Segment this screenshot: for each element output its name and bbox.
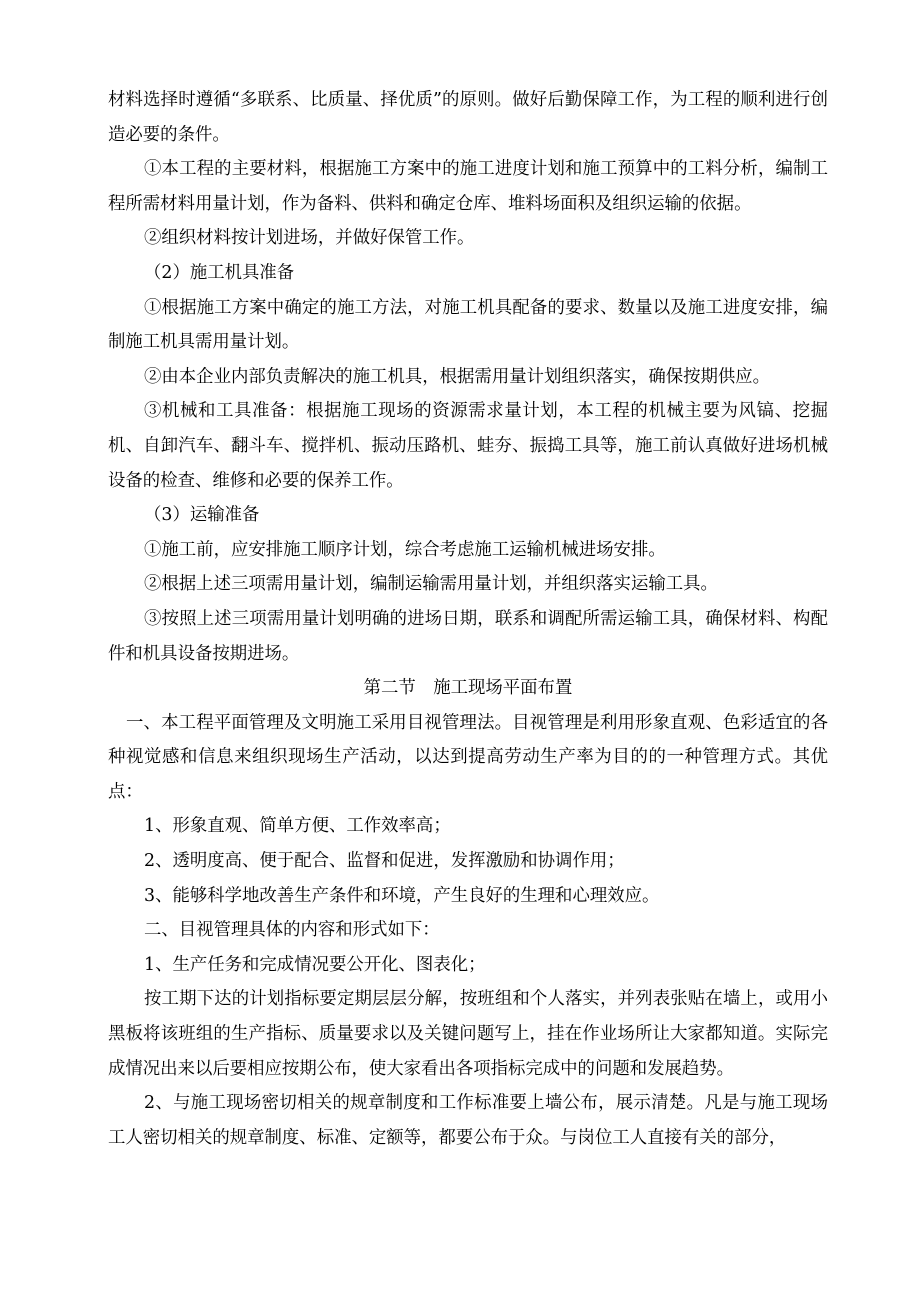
paragraph-equipment-supply: ②由本企业内部负责解决的施工机具，根据需用量计划组织落实，确保按期供应。 <box>144 366 771 387</box>
paragraph-machinery-prep: ③机械和工具准备：根据施工现场的资源需求量计划，本工程的机械主要为风镐、挖掘机、自卸汽车、翻斗车、搅拌机、振动压路机、蛙夯、振捣工具等，施工前认真做好进场机械设备的检查、维修和必要的保养工作。 <box>108 401 828 491</box>
paragraph-material-principle: 材料选择时遵循“多联系、比质量、择优质”的原则。做好后勤保障工作，为工程的顺利进行创造必要的条件。 <box>108 90 828 145</box>
paragraph-transport-order: ①施工前，应安排施工顺序计划，综合考虑施工运输机械进场安排。 <box>144 539 666 560</box>
paragraph-equipment-plan: ①根据施工方案中确定的施工方法，对施工机具配备的要求、数量以及施工进度安排，编制施工机具需用量计划。 <box>108 297 828 353</box>
list-item-rules-display: 2、与施工现场密切相关的规章制度和工作标准要上墙公布，展示清楚。凡是与施工现场工人密切相关的规章制度、标准、定额等，都要公布于众。与岗位工人直接有关的部分， <box>108 1093 828 1148</box>
section-heading: 第二节 施工现场平面布置 <box>363 678 573 699</box>
paragraph-visual-management: 一、本工程平面管理及文明施工采用目视管理法。目视管理是利用形象直观、色彩适宜的各种视觉感和信息来组织现场生产活动，以达到提高劳动生产率为目的的一种管理方式。其优点： <box>108 712 828 802</box>
document-body <box>108 83 828 1155</box>
paragraph-content-forms: 二、目视管理具体的内容和形式如下： <box>144 920 440 941</box>
paragraph-transport-plan: ②根据上述三项需用量计划，编制运输需用量计划，并组织落实运输工具。 <box>144 574 718 595</box>
list-item-advantage-3: 3、能够科学地改善生产条件和环境，产生良好的生理和心理效应。 <box>144 885 660 906</box>
paragraph-material-entry: ②组织材料按计划进场，并做好保管工作。 <box>144 228 475 249</box>
list-item-advantage-2: 2、透明度高、便于配合、监督和促进，发挥激励和协调作用； <box>144 851 625 872</box>
paragraph-task-breakdown: 按工期下达的计划指标要定期层层分解，按班组和个人落实，并列表张贴在墙上，或用小黑板将该班组的生产指标、质量要求以及关键问题写上，挂在作业场所让大家都知道。实际完成情况出来以后要相应按期公布，使大家看出各项指标完成中的问题和发展趋势。 <box>108 989 828 1079</box>
paragraph-transport-schedule: ③按照上述三项需用量计划明确的进场日期，联系和调配所需运输工具，确保材料、构配件和机具设备按期进场。 <box>108 608 828 664</box>
subheading-transport-prep: （3）运输准备 <box>144 505 260 526</box>
paragraph-main-materials: ①本工程的主要材料，根据施工方案中的施工进度计划和施工预算中的工料分析，编制工程所需材料用量计划，作为备料、供料和确定仓库、堆料场面积及组织运输的依据。 <box>108 159 828 214</box>
subheading-equipment-prep: （2）施工机具准备 <box>144 262 295 283</box>
list-item-advantage-1: 1、形象直观、简单方便、工作效率高； <box>144 816 451 837</box>
list-item-public-tasks: 1、生产任务和完成情况要公开化、图表化； <box>144 954 486 975</box>
